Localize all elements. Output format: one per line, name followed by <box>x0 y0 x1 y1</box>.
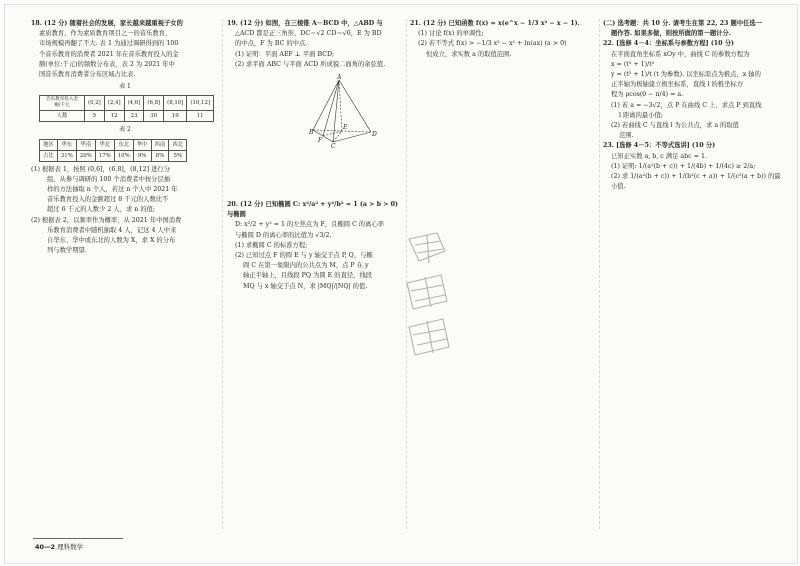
q21-line: (1) 讨论 f(x) 的单调性; <box>418 30 484 38</box>
vertex-label-a: A <box>337 74 342 82</box>
q20-line: MQ 与 x 轴交于点 N，求 |MQ|/|NQ| 的值. <box>243 282 368 290</box>
table-cell: (6,8] <box>144 96 164 111</box>
table-cell: 10% <box>114 150 133 161</box>
table-cell: 西南 <box>151 139 169 150</box>
q20-line: (2) 已知过点 F 的圆 E 与 y 轴交于点 P, Q，与椭 <box>235 252 373 260</box>
table-cell: 30 <box>144 111 164 122</box>
q20-line: 轴正半轴上，且线段 PQ 为圆 E 的直径，线段 <box>243 272 373 280</box>
q23-line: 23. [选修 4－5：不等式选讲] (10 分) <box>603 142 716 150</box>
question-21 <box>410 19 595 60</box>
q22-line: (二) 选考题：共 10 分. 请考生在第 22, 23 题中任选一 <box>603 20 763 27</box>
table-cell: 占比 <box>40 150 58 161</box>
q19-line: (1) 证明：平面 AEF ⊥ 平面 BCD; <box>235 50 335 58</box>
q18-part1-line: 样的方法抽取 n 个人，若这 n 个人中 2021 年 <box>47 186 178 194</box>
table-cell: 31% <box>57 150 76 161</box>
q22-line: (2) 若曲线 C 与直线 l 为公共点，求 a 的取值 <box>611 122 739 130</box>
q18-line: 额(单位:千元)的频数分布表，表 2 为 2021 年中 <box>39 60 175 68</box>
q23-line: 已知正实数 a, b, c 满足 abc = 1. <box>611 152 707 160</box>
q19-line: 19. (12 分) 如图，在三棱锥 A－BCD 中，△ABD 与 <box>227 20 383 27</box>
question-18 <box>31 19 219 256</box>
table2 <box>39 139 187 162</box>
table-cell: 5 <box>85 111 105 122</box>
table-cell: (8,10] <box>164 96 187 111</box>
table-cell: 人数 <box>40 111 85 122</box>
table-cell: (10,12] <box>187 96 214 111</box>
footer-rule <box>33 538 123 539</box>
table-cell: 西北 <box>169 139 187 150</box>
q22-line: x = (t² + 1)/t² <box>611 60 655 68</box>
segment-ef <box>323 131 342 136</box>
q22-line: 正半轴为极轴建立极坐标系，直线 l 的极坐标方 <box>611 81 743 89</box>
tetrahedron-figure <box>309 74 379 148</box>
q20-line: 圆 C 在第一象限内的公共点为 M，点 P 在 y <box>243 262 369 270</box>
table-cell: (2,4] <box>104 96 124 111</box>
table-cell: 8% <box>151 150 169 161</box>
table-cell: 9% <box>133 150 151 161</box>
table2-title: 表 2 <box>119 126 131 134</box>
q21-line: 恒成立，求实数 a 的取值范围. <box>426 50 512 58</box>
table-cell: 华中 <box>133 139 151 150</box>
table-cell: 23 <box>124 111 144 122</box>
q18-part2-line: 自华东、华中或东北的人数为 X，求 X 的分布 <box>47 237 176 245</box>
table-row <box>40 139 187 150</box>
q23-line: (1) 证明: 1/(a²(b + c)) + 1/(4b) + 1/(4c) ≥ 2/a; <box>611 162 756 170</box>
table-cell: 华北 <box>95 139 114 150</box>
vertex-label-c: C <box>331 143 336 149</box>
q18-line: 素质教育，作为素质教育项目之一的音乐教育， <box>39 30 172 38</box>
point-label-f: F <box>318 137 323 145</box>
page-number: 40—2 <box>35 543 56 551</box>
table-cell: 19 <box>164 111 187 122</box>
segment-af <box>323 80 339 136</box>
q18-part2-line: 乐教育消费者中随机抽取 4 人，记这 4 人中来 <box>47 226 177 234</box>
questions-22-23 <box>603 19 781 192</box>
q21-line: (2) 若不等式 f(x) > −1/3 x³ − x² + ln(ax) (a > 0) <box>418 40 567 48</box>
q20-line: (1) 求椭圆 C 的标准方程; <box>235 241 308 249</box>
table-row <box>40 111 214 122</box>
column-divider <box>222 19 223 529</box>
table-cell: 17% <box>95 150 114 161</box>
page-footer <box>35 542 83 551</box>
table-cell: (4,6] <box>124 96 144 111</box>
table-cell: 12 <box>104 111 124 122</box>
vertex-label-d: D <box>372 131 377 139</box>
table1 <box>39 95 214 122</box>
table-cell: (0,2] <box>85 96 105 111</box>
q18-part2-line: (2) 根据表 2，以频率作为概率，从 2021 年中国消费 <box>31 216 182 224</box>
q18-part1-line: (1) 根据表 1，按照 (0,6]，(6,8]，(8,12] 进行分 <box>31 165 170 173</box>
q18-line: 18. (12 分) 随着社会的发展，家长越来越重视子女的 <box>31 20 183 27</box>
q22-line: l 距离的最小值; <box>619 111 663 119</box>
edge-cd <box>333 132 371 142</box>
exam-sheet <box>4 4 798 564</box>
table1-title: 表 1 <box>119 83 131 91</box>
q19-line: 的中点，F 为 BC 的中点. <box>235 40 308 48</box>
table-cell: 华南 <box>76 139 95 150</box>
q22-line: (1) 若 a = −3√2，点 P 在曲线 C 上，求点 P 到直线 <box>611 101 762 109</box>
q20-line: 与椭圆 D 的离心率的比值为 √3/2. <box>235 231 332 239</box>
table-cell: 地区 <box>40 139 58 150</box>
table-cell: 音乐教育投入金额/千元 <box>40 96 85 111</box>
q18-part2-line: 列与数学期望. <box>47 247 87 255</box>
q18-part1-line: 组，从参与调研的 100 个消费者中按分层抽 <box>47 175 171 183</box>
q22-line: 22. [选修 4－4：坐标系与参数方程] (10 分) <box>603 40 735 48</box>
q18-part1-line: 音乐教育投入的金额超过 8 千元的人数比不 <box>47 196 169 204</box>
table-cell: 11 <box>187 111 214 122</box>
q20-line: 20. (12 分) 已知椭圆 C: x²/a² + y²/b² = 1 (a > b > 0) 与椭圆 <box>227 201 399 219</box>
table-cell: 5% <box>169 150 187 161</box>
table-cell: 东北 <box>114 139 133 150</box>
q21-line: 21. (12 分) 已知函数 f(x) = x(e^x − 1/3 x² − x − 1). <box>410 20 580 27</box>
subject-label: 理科数学 <box>57 543 84 551</box>
q18-line: 市场规模再翻了不大. 表 1 为通过调研得到的 100 <box>39 40 179 48</box>
q22-line: 在平面直角坐标系 xOy 中，曲线 C 的参数方程为 <box>611 50 750 58</box>
q22-line: y = (t² + 1)/t (t 为参数). 以坐标原点为极点，x 轴的 <box>611 71 761 79</box>
q18-line: 国音乐教育消费者分布区域占比表. <box>39 71 136 79</box>
q18-part1-line: 超过 6 千元的人数少 2 人，求 n 的值; <box>47 206 156 214</box>
table-row <box>40 96 214 111</box>
point-label-e: E <box>343 124 348 132</box>
questions-19-20 <box>227 19 405 292</box>
watermark-stamp <box>397 231 457 361</box>
q19-line: △ACD 都是正三角形，DC＝√2 CD＝√6，E 为 BD <box>235 30 382 38</box>
q22-line: 题作答. 如果多做，则按所做的第一题计分. <box>611 30 731 38</box>
vertex-label-b: B <box>309 129 314 137</box>
q19-line: (2) 求平面 ABC 与平面 ACD 所成锐二面角的余弦值. <box>235 60 386 68</box>
segment-ce <box>333 131 342 142</box>
column-divider <box>599 19 600 529</box>
q22-line: 程为 ρcos(θ − π/4) = a. <box>611 91 684 99</box>
q23-line: (2) 求 1/(a²(b + c)) + 1/(b²(c + a)) + 1/(c²(a + b)) 的最小值. <box>611 173 781 191</box>
q20-line: D: x²/2 + y² = 1 的左焦点为 F，且椭圆 C 的离心率 <box>235 221 385 229</box>
q18-line: 个音乐教育的消费者 2021 年在音乐教育投入的金 <box>39 50 179 58</box>
table-row <box>40 150 187 161</box>
segment-ae <box>339 80 342 131</box>
table-cell: 20% <box>76 150 95 161</box>
table-cell: 华东 <box>57 139 76 150</box>
q22-line: 范围. <box>619 132 634 140</box>
